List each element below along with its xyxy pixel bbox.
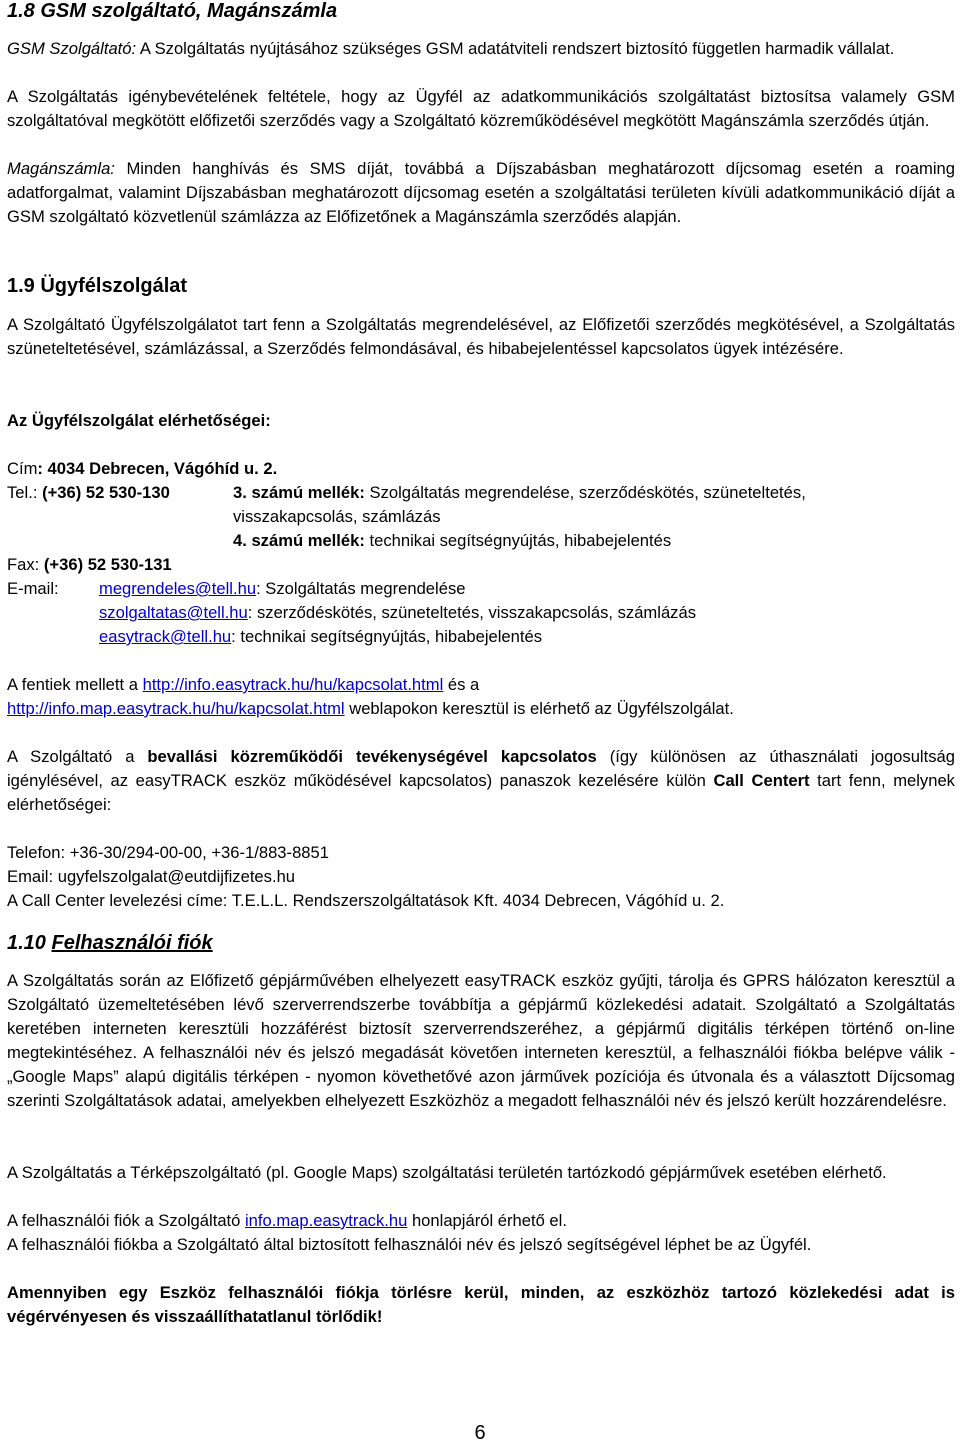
gsm-provider-definition bbox=[7, 37, 955, 61]
address-value: : 4034 Debrecen, Vágóhíd u. 2. bbox=[37, 459, 278, 478]
call-center-phone: Telefon: +36-30/294-00-00, +36-1/883-8851 bbox=[7, 843, 329, 862]
fax-line bbox=[7, 553, 172, 577]
web-text: és a bbox=[443, 675, 480, 694]
email-desc: : technikai segítségnyújtás, hibabejelentés bbox=[231, 627, 543, 646]
web-text: weblapokon keresztül is elérhető az Ügyfélszolgálat. bbox=[344, 699, 734, 718]
email-desc: : Szolgáltatás megrendelése bbox=[256, 579, 466, 598]
email-desc: : szerződéskötés, szüneteltetés, visszakapcsolás, számlázás bbox=[247, 603, 696, 622]
section-title: Felhasználói fiók bbox=[51, 932, 213, 954]
phone-label: Tel.: bbox=[7, 483, 38, 502]
service-condition-paragraph: A Szolgáltatás igénybevételének feltétele, hogy az Ügyfél az adatkommunikációs szolgáltatást biztosítsa valamely GSM szolgáltatóval megkötött előfizetői szerződés vagy a Szolgáltató közreműködésével megkötött Magánszámla szerződés útján. bbox=[7, 87, 955, 130]
contacts-heading: Az Ügyfélszolgálat elérhetőségei: bbox=[7, 411, 271, 430]
customer-service-paragraph: A Szolgáltató Ügyfélszolgálatot tart fenn a Szolgáltatás megrendelésével, az Előfizetői szerződés megkötésével, a Szolgáltatás szüneteltetésével, számlázással, a Szerződés felmondásával, és hibabejelentéssel kapcsolatos ügyek intézésére. bbox=[7, 315, 955, 358]
email-entry bbox=[99, 577, 465, 601]
section-1-10-heading bbox=[7, 932, 213, 955]
extension-3-text: Szolgáltatás megrendelése, szerződéskötés, szüneteltetés, bbox=[364, 483, 806, 502]
email-entry bbox=[99, 625, 542, 649]
section-number: 1.10 bbox=[7, 932, 46, 954]
user-account-paragraph-1: A Szolgáltatás során az Előfizető gépjárművében elhelyezett easyTRACK eszköz gyűjti, tárolja és GPRS hálózaton keresztül a Szolgáltató üzemeltetésében lévő szerverrendszerbe továbbítja a gépjármű közlekedési adatait. Szolgáltató a Szolgáltatás keretében interneten keresztüli hozzáférést biztosít szerverrendszeréhez, a gépjármű digitális térképen történő on-line megtekintéséhez. A felhasználói név és jelszó megadását követően interneten keresztül, a felhasználói fiókba belépve válik - „Google Maps” alapú digitális térképen - nyomon követhetővé azon járművek pozíciója és útvonala és a választott Díjcsomag szerinti Szolgáltatások adatai, amelyekben elhelyezett Eszközhöz a megadott felhasználói név és jelszó került hozzárendelésre. bbox=[7, 971, 955, 1110]
web-link-kapcsolat[interactable]: http://info.easytrack.hu/hu/kapcsolat.html bbox=[142, 675, 444, 694]
phone-line bbox=[7, 481, 170, 505]
term-private-invoice: Magánszámla: bbox=[7, 159, 115, 178]
term-gsm-provider: GSM Szolgáltató: bbox=[7, 39, 137, 58]
call-center-paragraph: A Szolgáltató a bevallási közreműködői tevékenységével kapcsolatos (így különösen az úthasználati jogosultság igénylésével, az easyTRACK eszköz működésével kapcsolatos) panaszok kezelésére külön Call Centert tart fenn, melynek elérhetőségei: bbox=[7, 747, 955, 814]
web-link-map-kapcsolat[interactable]: http://info.map.easytrack.hu/hu/kapcsolat.html bbox=[7, 699, 345, 718]
extension-4-line bbox=[233, 529, 671, 553]
call-center-email: Email: ugyfelszolgalat@eutdijfizetes.hu bbox=[7, 867, 296, 886]
user-account-paragraph-4: A felhasználói fiókba a Szolgáltató által biztosított felhasználói név és jelszó segítségével léphet be az Ügyfél. bbox=[7, 1235, 812, 1254]
section-1-8-heading: 1.8 GSM szolgáltató, Magánszámla bbox=[7, 0, 338, 22]
section-1-9-heading: 1.9 Ügyfélszolgálat bbox=[7, 275, 188, 297]
email-link-szolgaltatas[interactable]: szolgaltatas@tell.hu bbox=[99, 603, 248, 622]
web-line-1 bbox=[7, 673, 479, 697]
phone-value: (+36) 52 530-130 bbox=[42, 483, 170, 502]
email-link-megrendeles[interactable]: megrendeles@tell.hu bbox=[99, 579, 257, 598]
web-text: A fentiek mellett a bbox=[7, 675, 143, 694]
fax-label: Fax: bbox=[7, 555, 44, 574]
extension-3-line-2: visszakapcsolás, számlázás bbox=[233, 507, 441, 526]
fax-value: (+36) 52 530-131 bbox=[43, 555, 172, 574]
email-label: E-mail: bbox=[7, 579, 59, 598]
address-label: Cím bbox=[7, 459, 38, 478]
address-line bbox=[7, 457, 277, 481]
deletion-warning: Amennyiben egy Eszköz felhasználói fiókja törlésre kerül, minden, az eszközhöz tartozó közlekedési adat is végérvényesen és visszaállíthatatlanul törlődik! bbox=[7, 1283, 955, 1326]
email-link-easytrack[interactable]: easytrack@tell.hu bbox=[99, 627, 232, 646]
definition-text: A Szolgáltatás nyújtásához szükséges GSM adatátviteli rendszert biztosító független harmadik vállalat. bbox=[136, 39, 895, 58]
website-link[interactable]: info.map.easytrack.hu bbox=[245, 1211, 408, 1230]
extension-3-line bbox=[233, 481, 806, 505]
extension-4-label: 4. számú mellék: bbox=[233, 531, 365, 550]
call-center-address: A Call Center levelezési címe: T.E.L.L. Rendszerszolgáltatások Kft. 4034 Debrecen, Vágóhíd u. 2. bbox=[7, 891, 725, 910]
definition-text: Minden hanghívás és SMS díját, továbbá a Díjszabásban meghatározott díjcsomag esetén a roaming adatforgalmat, valamint Díjszabásban meghatározott díjcsomag esetén a szolgáltatási területen kívüli adatkommunikáció díját a GSM szolgáltató közvetlenül számlázza az Előfizetőnek a Magánszámla szerződés alapján. bbox=[7, 159, 955, 226]
call-center-bold-text: bevallási közreműködői tevékenységével kapcsolatos bbox=[147, 747, 597, 766]
web-line-2 bbox=[7, 697, 734, 721]
extension-4-text: technikai segítségnyújtás, hibabejelentés bbox=[364, 531, 672, 550]
call-center-name: Call Centert bbox=[713, 771, 810, 790]
user-account-paragraph-2: A Szolgáltatás a Térképszolgáltató (pl. Google Maps) szolgáltatási területén tartózkodó gépjárművek esetében elérhető. bbox=[7, 1163, 887, 1182]
private-invoice-definition bbox=[7, 157, 955, 229]
user-account-paragraph-3: A felhasználói fiók a Szolgáltató info.map.easytrack.hu honlapjáról érhető el. bbox=[7, 1211, 567, 1230]
extension-3-label: 3. számú mellék: bbox=[233, 483, 365, 502]
page-number: 6 bbox=[474, 1422, 486, 1444]
email-entry bbox=[99, 601, 696, 625]
